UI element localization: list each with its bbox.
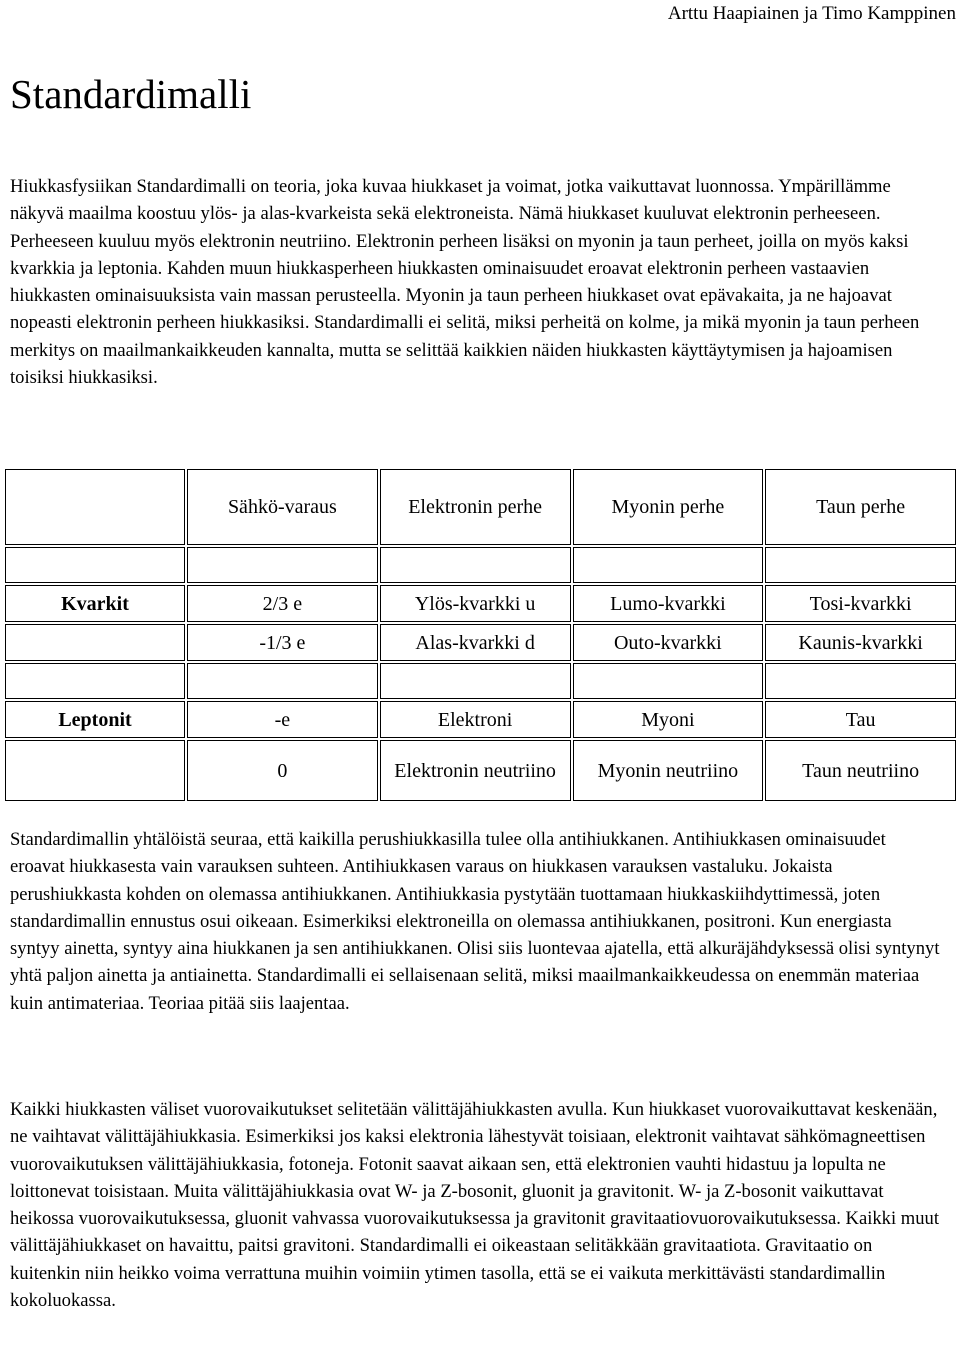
- table-corner-cell: [5, 469, 185, 545]
- particle-table: [3, 467, 958, 803]
- table-cell: -1/3 e: [187, 624, 378, 661]
- table-cell: Tosi-kvarkki: [765, 585, 956, 622]
- header-charge: Sähkö-varaus: [187, 469, 378, 545]
- antiparticle-paragraph: Standardimallin yhtälöistä seuraa, että kaikilla perushiukkasilla tulee olla antihiukkanen. Antihiukkasen ominaisuudet eroavat hiukkasesta vain varauksen suhteen. Antihiukkasen varaus on hiukkasen varauksen vastaluku. Jokaista perushiukkasta kohden on olemassa antihiukkanen. Antihiukkasia pystytään tuottamaan hiukkaskiihdyttimessä, joten standardimallin ennustus osui oikeaan. Esimerkiksi elektroneilla on olemassa antihiukkanen, positroni. Kun energiasta syntyy ainetta, syntyy aina hiukkanen ja sen antihiukkanen. Olisi siis luontevaa ajatella, että alkuräjähdyksessä olisi syntynyt yhtä paljon ainetta ja antiainetta. Standardimalli ei sellaisenaan selitä, miksi maailmankaikkeudessa on enemmän materiaa kuin antimateriaa. Teoriaa pitää siis laajentaa.: [10, 829, 940, 1014]
- table-row-leptons-neutrino: [5, 740, 956, 801]
- header-electron-family: Elektronin perhe: [380, 469, 571, 545]
- table-cell: -e: [187, 701, 378, 738]
- table-spacer-row: [5, 663, 956, 699]
- table-cell: Tau: [765, 701, 956, 738]
- intro-paragraph: Hiukkasfysiikan Standardimalli on teoria, joka kuvaa hiukkaset ja voimat, jotka vaikuttavat luonnossa. Ympärillämme näkyvä maailma koostuu ylös- ja alas-kvarkeista sekä elektroneista. Nämä hiukkaset kuuluvat elektronin perheeseen. Perheeseen kuuluu myös elektronin neutriino. Elektronin perheen lisäksi on myonin ja taun perheet, joilla on myös kaksi kvarkkia ja leptonia. Kahden muun hiukkasperheen hiukkasten ominaisuudet eroavat elektronin perheen vastaavien hiukkasten ominaisuuksista vain massan perusteella. Myonin ja taun perheen hiukkaset ovat epävakaita, ja ne hajoavat nopeasti elektronin perheen hiukkasiksi. Standardimalli ei selitä, miksi perheitä on kolme, ja mikä myonin ja taun perheen merkitys on maailmankaikkeuden kannalta, mutta se selittää kaikkien näiden hiukkasten käyttäytymisen ja hajoamisen toisiksi hiukkasiksi.: [10, 176, 920, 389]
- table-cell: Ylös-kvarkki u: [380, 585, 571, 622]
- table-row-quarks-up: [5, 585, 956, 622]
- header-tau-family: Taun perhe: [765, 469, 956, 545]
- interaction-paragraph: Kaikki hiukkasten väliset vuorovaikutukset selitetään välittäjähiukkasten avulla. Kun hiukkaset vuorovaikuttavat keskenään, ne vaihtavat välittäjähiukkasia. Esimerkiksi jos kaksi elektronia lähestyvät toisiaan, elektronit vaihtavat sähkömagneettisen vuorovaikutuksen välittäjähiukkasia, fotoneja. Fotonit saavat aikaan sen, että elektronien vauhti hidastuu ja lopulta ne loittonevat toisistaan. Muita välittäjähiukkasia ovat W- ja Z-bosonit, gluonit ja gravitonit. W- ja Z-bosonit vaikuttavat heikossa vuorovaikutuksessa, gluonit vahvassa vuorovaikutuksessa ja gravitonit gravitaatiovuorovaikutuksessa. Kaikki muut välittäjähiukkaset on havaittu, paitsi gravitoni. Standardimalli ei oikeastaan selitäkkään gravitaatiota. Gravitaatio on kuitenkin niin heikko voima verrattuna muihin voimiin ytimen tasolla, että se ei vaikuta merkittävästi standardimallin kokoluokassa.: [10, 1099, 940, 1312]
- table-cell: Elektronin neutriino: [380, 740, 571, 801]
- table-cell: Outo-kvarkki: [573, 624, 764, 661]
- header-muon-family: Myonin perhe: [573, 469, 764, 545]
- table-row-quarks-down: [5, 624, 956, 661]
- table-cell: Lumo-kvarkki: [573, 585, 764, 622]
- table-row-leptons-charged: [5, 701, 956, 738]
- table-header-row: [5, 469, 956, 545]
- table-spacer-row: [5, 547, 956, 583]
- table-cell: Taun neutriino: [765, 740, 956, 801]
- leptons-label: Leptonit: [5, 701, 185, 738]
- table-cell: Alas-kvarkki d: [380, 624, 571, 661]
- author-header: Arttu Haapiainen ja Timo Kamppinen: [667, 3, 956, 24]
- table-cell: Myonin neutriino: [573, 740, 764, 801]
- table-cell: 2/3 e: [187, 585, 378, 622]
- table-cell: Elektroni: [380, 701, 571, 738]
- quarks-label: Kvarkit: [5, 585, 185, 622]
- table-cell: Myoni: [573, 701, 764, 738]
- document-title: Standardimalli: [10, 71, 252, 117]
- table-cell: Kaunis-kvarkki: [765, 624, 956, 661]
- table-cell: 0: [187, 740, 378, 801]
